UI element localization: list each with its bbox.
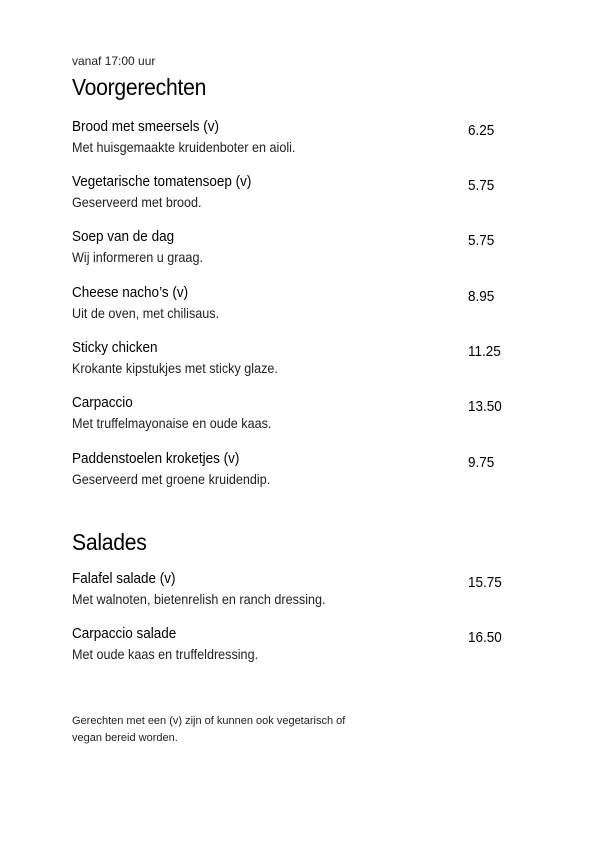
item-name: Falafel salade (v) [72,570,176,587]
section-title-salades: Salades [72,529,147,555]
item-name: Carpaccio salade [72,625,177,642]
item-price: 16.50 [468,629,502,646]
item-name: Vegetarische tomatensoep (v) [72,173,252,190]
item-name: Carpaccio [72,394,133,411]
item-price: 6.25 [468,122,495,139]
item-name: Brood met smeersels (v) [72,118,220,135]
time-note: vanaf 17:00 uur [72,54,156,68]
item-price: 8.95 [468,288,495,305]
item-price: 5.75 [468,232,495,249]
item-description: Met walnoten, bietenrelish en ranch dressing. [72,591,326,607]
item-price: 5.75 [468,177,495,194]
item-name: Paddenstoelen kroketjes (v) [72,450,240,467]
item-description: Met oude kaas en truffeldressing. [72,646,259,662]
item-price: 13.50 [468,398,502,415]
section-title-voorgerechten: Voorgerechten [72,74,207,100]
item-description: Geserveerd met brood. [72,194,202,210]
item-name: Cheese nacho’s (v) [72,284,189,301]
item-name: Soep van de dag [72,228,175,245]
footnote: Gerechten met een (v) zijn of kunnen ook vegetarisch of vegan bereid worden. [72,715,346,744]
item-description: Uit de oven, met chilisaus. [72,305,220,321]
item-description: Met huisgemaakte kruidenboter en aioli. [72,139,296,155]
item-price: 15.75 [468,574,502,591]
item-price: 11.25 [468,343,501,360]
item-name: Sticky chicken [72,339,158,356]
item-description: Wij informeren u graag. [72,249,203,265]
item-description: Geserveerd met groene kruidendip. [72,471,271,487]
item-price: 9.75 [468,454,495,471]
item-description: Met truffelmayonaise en oude kaas. [72,415,272,431]
item-description: Krokante kipstukjes met sticky glaze. [72,360,278,376]
